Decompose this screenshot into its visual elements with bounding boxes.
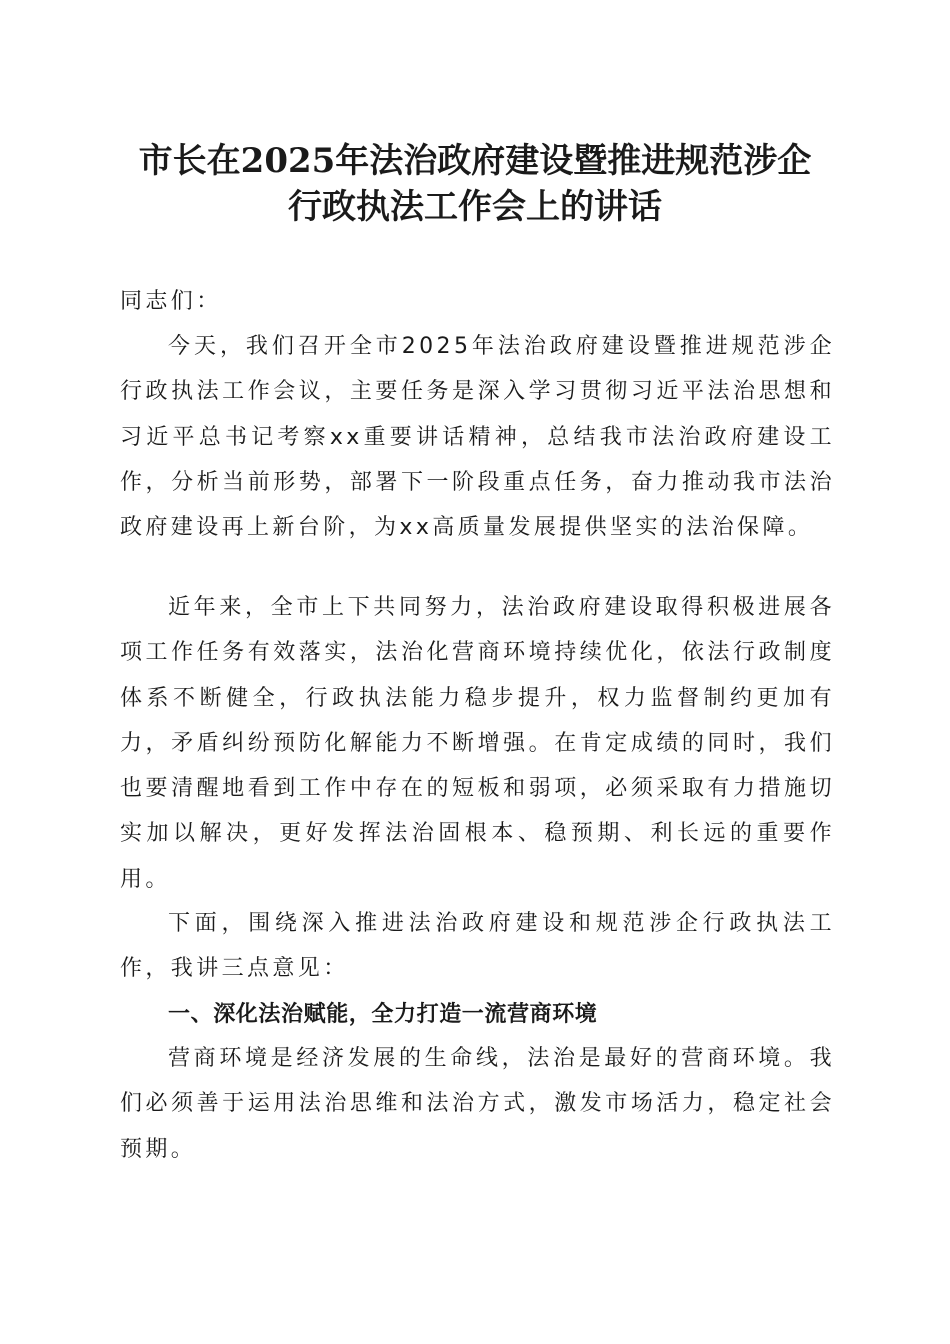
salutation: 同志们： (120, 289, 222, 314)
document-title-line-2: 行政执法工作会上的讲话 (288, 187, 662, 227)
section-heading-1: 一、深化法治赋能，全力打造一流营商环境 (168, 1002, 598, 1027)
document-title-line-1: 市长在2025年法治政府建设暨推进规范涉企 (138, 141, 812, 181)
paragraph-transition: 下面，围绕深入推进法治政府建设和规范涉企行政执法工作，我讲三点意见： (120, 911, 835, 982)
paragraph-opening: 今天，我们召开全市2025年法治政府建设暨推进规范涉企行政执法工作会议，主要任务是深入学习贯彻习近平法治思想和习近平总书记考察xx重要讲话精神，总结我市法治政府建设工作，分析当前形势，部署下一阶段重点任务，奋力推动我市法治政府建设再上新台阶，为xx高质量发展提供坚实的法治保障。 (120, 334, 835, 541)
paragraph-achievements: 近年来，全市上下共同努力，法治政府建设取得积极进展各项工作任务有效落实，法治化营商环境持续优化，依法行政制度体系不断健全，行政执法能力稳步提升，权力监督制约更加有力，矛盾纠纷预防化解能力不断增强。在肯定成绩的同时，我们也要清醒地看到工作中存在的短板和弱项，必须采取有力措施切实加以解决，更好发挥法治固根本、稳预期、利长远的重要作用。 (120, 595, 835, 892)
section-1-paragraph: 营商环境是经济发展的生命线，法治是最好的营商环境。我们必须善于运用法治思维和法治方式，激发市场活力，稳定社会预期。 (120, 1046, 835, 1162)
